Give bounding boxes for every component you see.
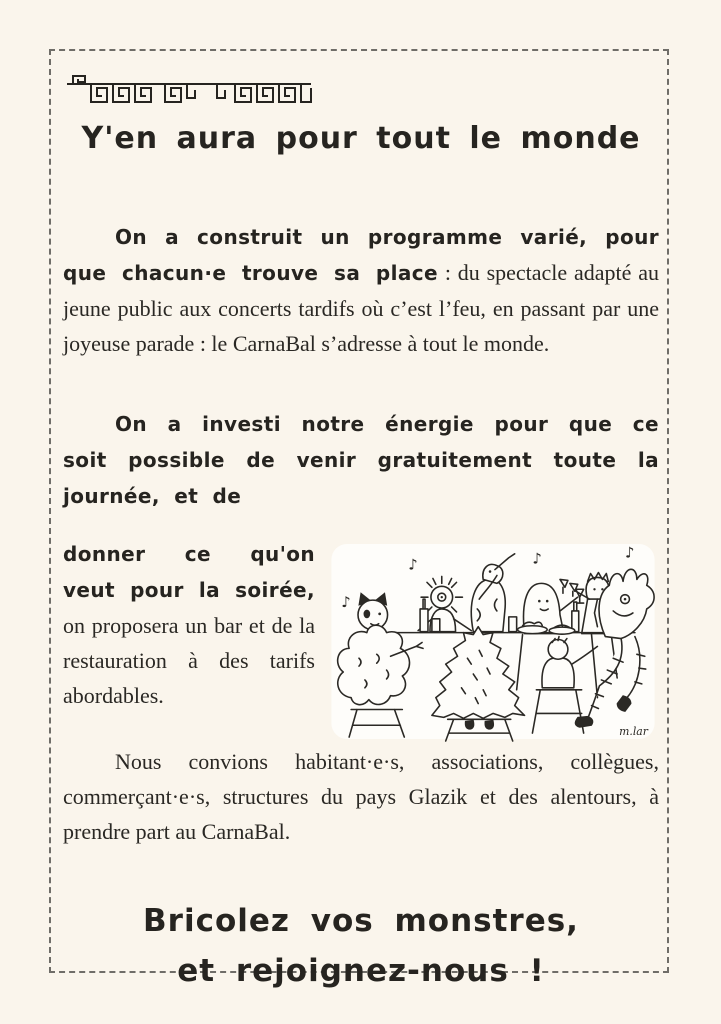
paragraph-energie-wrap-bold: donner ce qu'on veut pour la soirée, (63, 542, 315, 602)
music-note-icon: ♪ (341, 594, 351, 612)
page-title: Y'en aura pour tout le monde (81, 121, 641, 156)
paragraph-energie-intro (63, 406, 659, 514)
cta-line-1: Bricolez vos monstres, (143, 903, 579, 939)
music-note-icon: ♪ (625, 544, 635, 562)
paragraph-invitation-text: Nous convions habitant·e·s, associations, collègues, commerçant·e·s, structures du pays Glazik et des alentours, à prendre part au CarnaBal. (63, 749, 659, 844)
paragraph-energie-intro-bold: On a investi notre énergie pour que ce soit possible de venir gratuitement toute la journée, et de (63, 412, 659, 508)
page-content (63, 49, 659, 996)
cta-line-2: et rejoignez-nous ! (177, 953, 545, 989)
artist-signature: m.lar (619, 725, 648, 739)
paragraph-energie-wrap-serif: on proposera un bar et de la restauration à des tarifs abordables. (63, 613, 315, 708)
monster-party-illustration (327, 540, 659, 742)
call-to-action (63, 896, 659, 996)
paragraph-energie-wrap (63, 536, 659, 739)
paragraph-programme-bold: On a construit un programme varié, pour que chacun·e trouve sa place (63, 225, 659, 285)
music-note-icon: ♪ (408, 556, 418, 574)
greek-key-ornament-icon (65, 74, 659, 108)
paragraph-programme (63, 219, 659, 361)
paragraph-programme-serif: : du spectacle adapté au jeune public aux concerts tardifs où c’est l’feu, en passant par une joyeuse parade : le CarnaBal s’adresse à tout le monde. (63, 260, 659, 356)
music-note-icon: ♪ (532, 550, 542, 568)
paragraph-invitation (63, 744, 659, 849)
